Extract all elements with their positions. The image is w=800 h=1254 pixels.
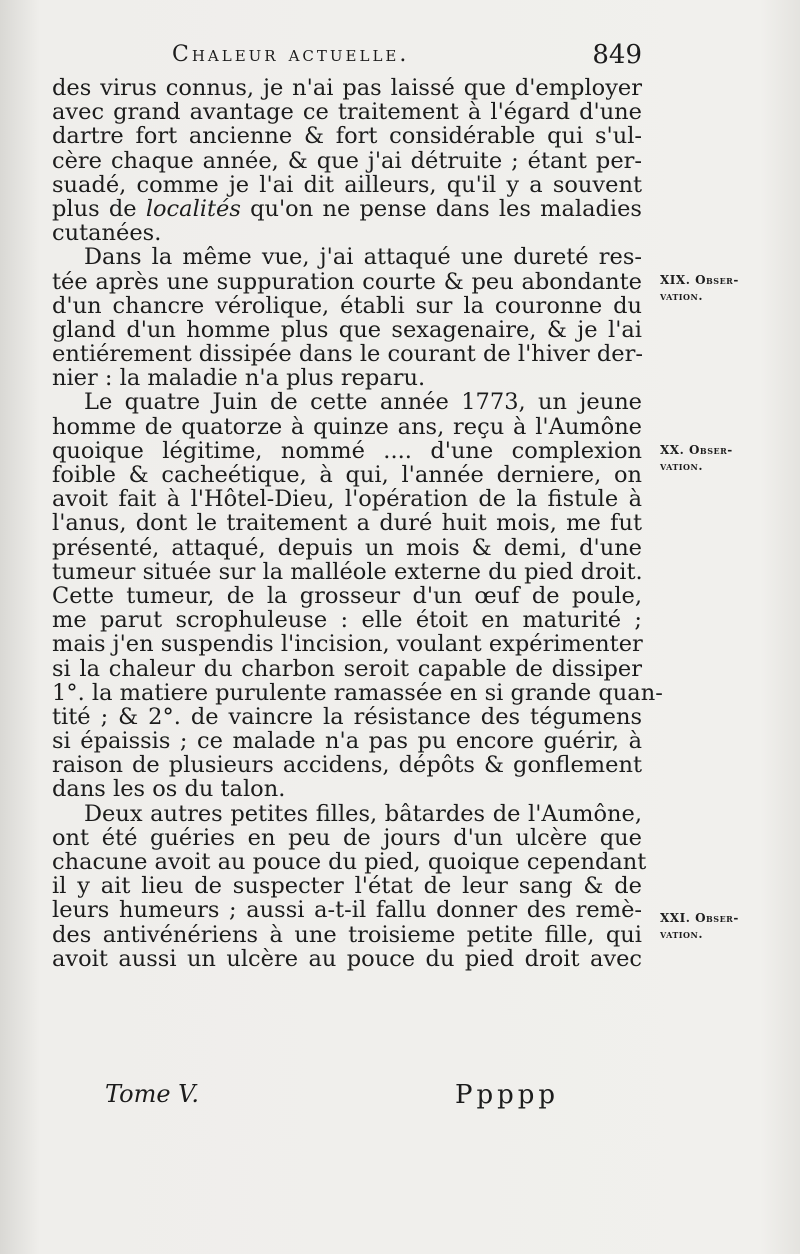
page-number: 849 xyxy=(592,40,642,70)
text-line: suadé, comme je l'ai dit ailleurs, qu'il y a souvent xyxy=(52,171,642,198)
text-line: tité ; & 2°. de vaincre la résistance des tégumens xyxy=(52,703,642,730)
text-line: ont été guéries en peu de jours d'un ulcère que xyxy=(52,824,642,851)
text-line: dartre fort ancienne & fort considérable qui s'ul- xyxy=(52,123,642,150)
page-header xyxy=(172,42,642,78)
volume-label: Tome V. xyxy=(105,1080,199,1108)
text-line: Deux autres petites filles, bâtardes de l'Aumône, xyxy=(84,800,642,827)
paragraph-4 xyxy=(52,800,647,972)
text-line: raison de plusieurs accidens, dépôts & gonflement xyxy=(52,752,642,779)
text-line: tée après une suppuration courte & peu abondante xyxy=(52,268,642,295)
paragraph-3 xyxy=(52,389,663,803)
text-line: avoit fait à l'Hôtel-Dieu, l'opération de la fistule à xyxy=(52,486,642,513)
text-line: Le quatre Juin de cette année 1773, un jeune xyxy=(84,389,642,416)
text-line: présenté, attaqué, depuis un mois & demi, d'une xyxy=(52,534,642,561)
text-line: Dans la même vue, j'ai attaqué une dureté res- xyxy=(84,244,642,271)
text-line: leurs humeurs ; aussi a-t-il fallu donner des remè- xyxy=(52,897,642,924)
text-line: quoique légitime, nommé .... d'une complexion xyxy=(52,437,642,464)
running-title: Chaleur actuelle. xyxy=(172,42,410,67)
text-line: nier : la maladie n'a plus reparu. xyxy=(52,365,426,392)
text-line: chacune avoit au pouce du pied, quoique cependant xyxy=(52,849,647,875)
margin-note-line: vation. xyxy=(660,459,704,473)
margin-note-xxi xyxy=(660,910,780,942)
page-footer xyxy=(105,1080,565,1114)
text-line: foible & cacheétique, à qui, l'année derniere, on xyxy=(52,462,642,488)
margin-note-xix xyxy=(660,272,780,304)
margin-note-line: vation. xyxy=(660,289,704,303)
text-line: cère chaque année, & que j'ai détruite ; étant per- xyxy=(52,147,642,174)
text-line: cutanées. xyxy=(52,220,162,247)
text-line: me parut scrophuleuse : elle étoit en maturité ; xyxy=(52,607,642,634)
margin-note-line: vation. xyxy=(660,927,704,941)
body-text xyxy=(52,75,663,972)
text-line: des antivénériens à une troisieme petite fille, qui xyxy=(52,921,642,948)
text-line: avec grand avantage ce traitement à l'égard d'une xyxy=(52,99,642,126)
text-line: Cette tumeur, de la grosseur d'un œuf de poule, xyxy=(52,582,642,609)
signature-mark: Ppppp xyxy=(455,1080,560,1110)
text-line: l'anus, dont le traitement a duré huit mois, me fut xyxy=(52,510,642,537)
paragraph-1 xyxy=(52,76,642,245)
margin-note-line: XXI. Obser- xyxy=(660,911,739,925)
text-line: 1°. la matiere purulente ramassée en si grande quan- xyxy=(52,679,663,706)
text-line: gland d'un homme plus que sexagenaire, & je l'ai xyxy=(52,316,642,343)
text-line: il y ait lieu de suspecter l'état de leur sang & de xyxy=(52,873,642,900)
text-line: dans les os du talon. xyxy=(52,776,286,803)
text-line: tumeur située sur la malléole externe du pied droit. xyxy=(52,558,643,585)
text-line: mais j'en suspendis l'incision, voulant expérimenter xyxy=(52,631,643,658)
text-line: homme de quatorze à quinze ans, reçu à l'Aumône xyxy=(52,413,642,440)
text-line: plus de localités qu'on ne pense dans les maladies xyxy=(52,195,642,222)
text-line: d'un chancre vérolique, établi sur la couronne du xyxy=(52,292,642,319)
margin-note-xx xyxy=(660,442,780,474)
text-line: si épaissis ; ce malade n'a pas pu encore guérir, à xyxy=(52,728,642,755)
text-line: si la chaleur du charbon seroit capable de dissiper xyxy=(52,655,642,682)
text-line: des virus connus, je n'ai pas laissé que d'employer xyxy=(52,75,642,101)
paragraph-2 xyxy=(52,245,642,390)
margin-note-line: XIX. Obser- xyxy=(660,273,739,287)
text-line: entiérement dissipée dans le courant de l'hiver der- xyxy=(52,341,643,368)
text-line: avoit aussi un ulcère au pouce du pied droit avec xyxy=(52,945,642,972)
margin-note-line: XX. Obser- xyxy=(660,443,733,457)
